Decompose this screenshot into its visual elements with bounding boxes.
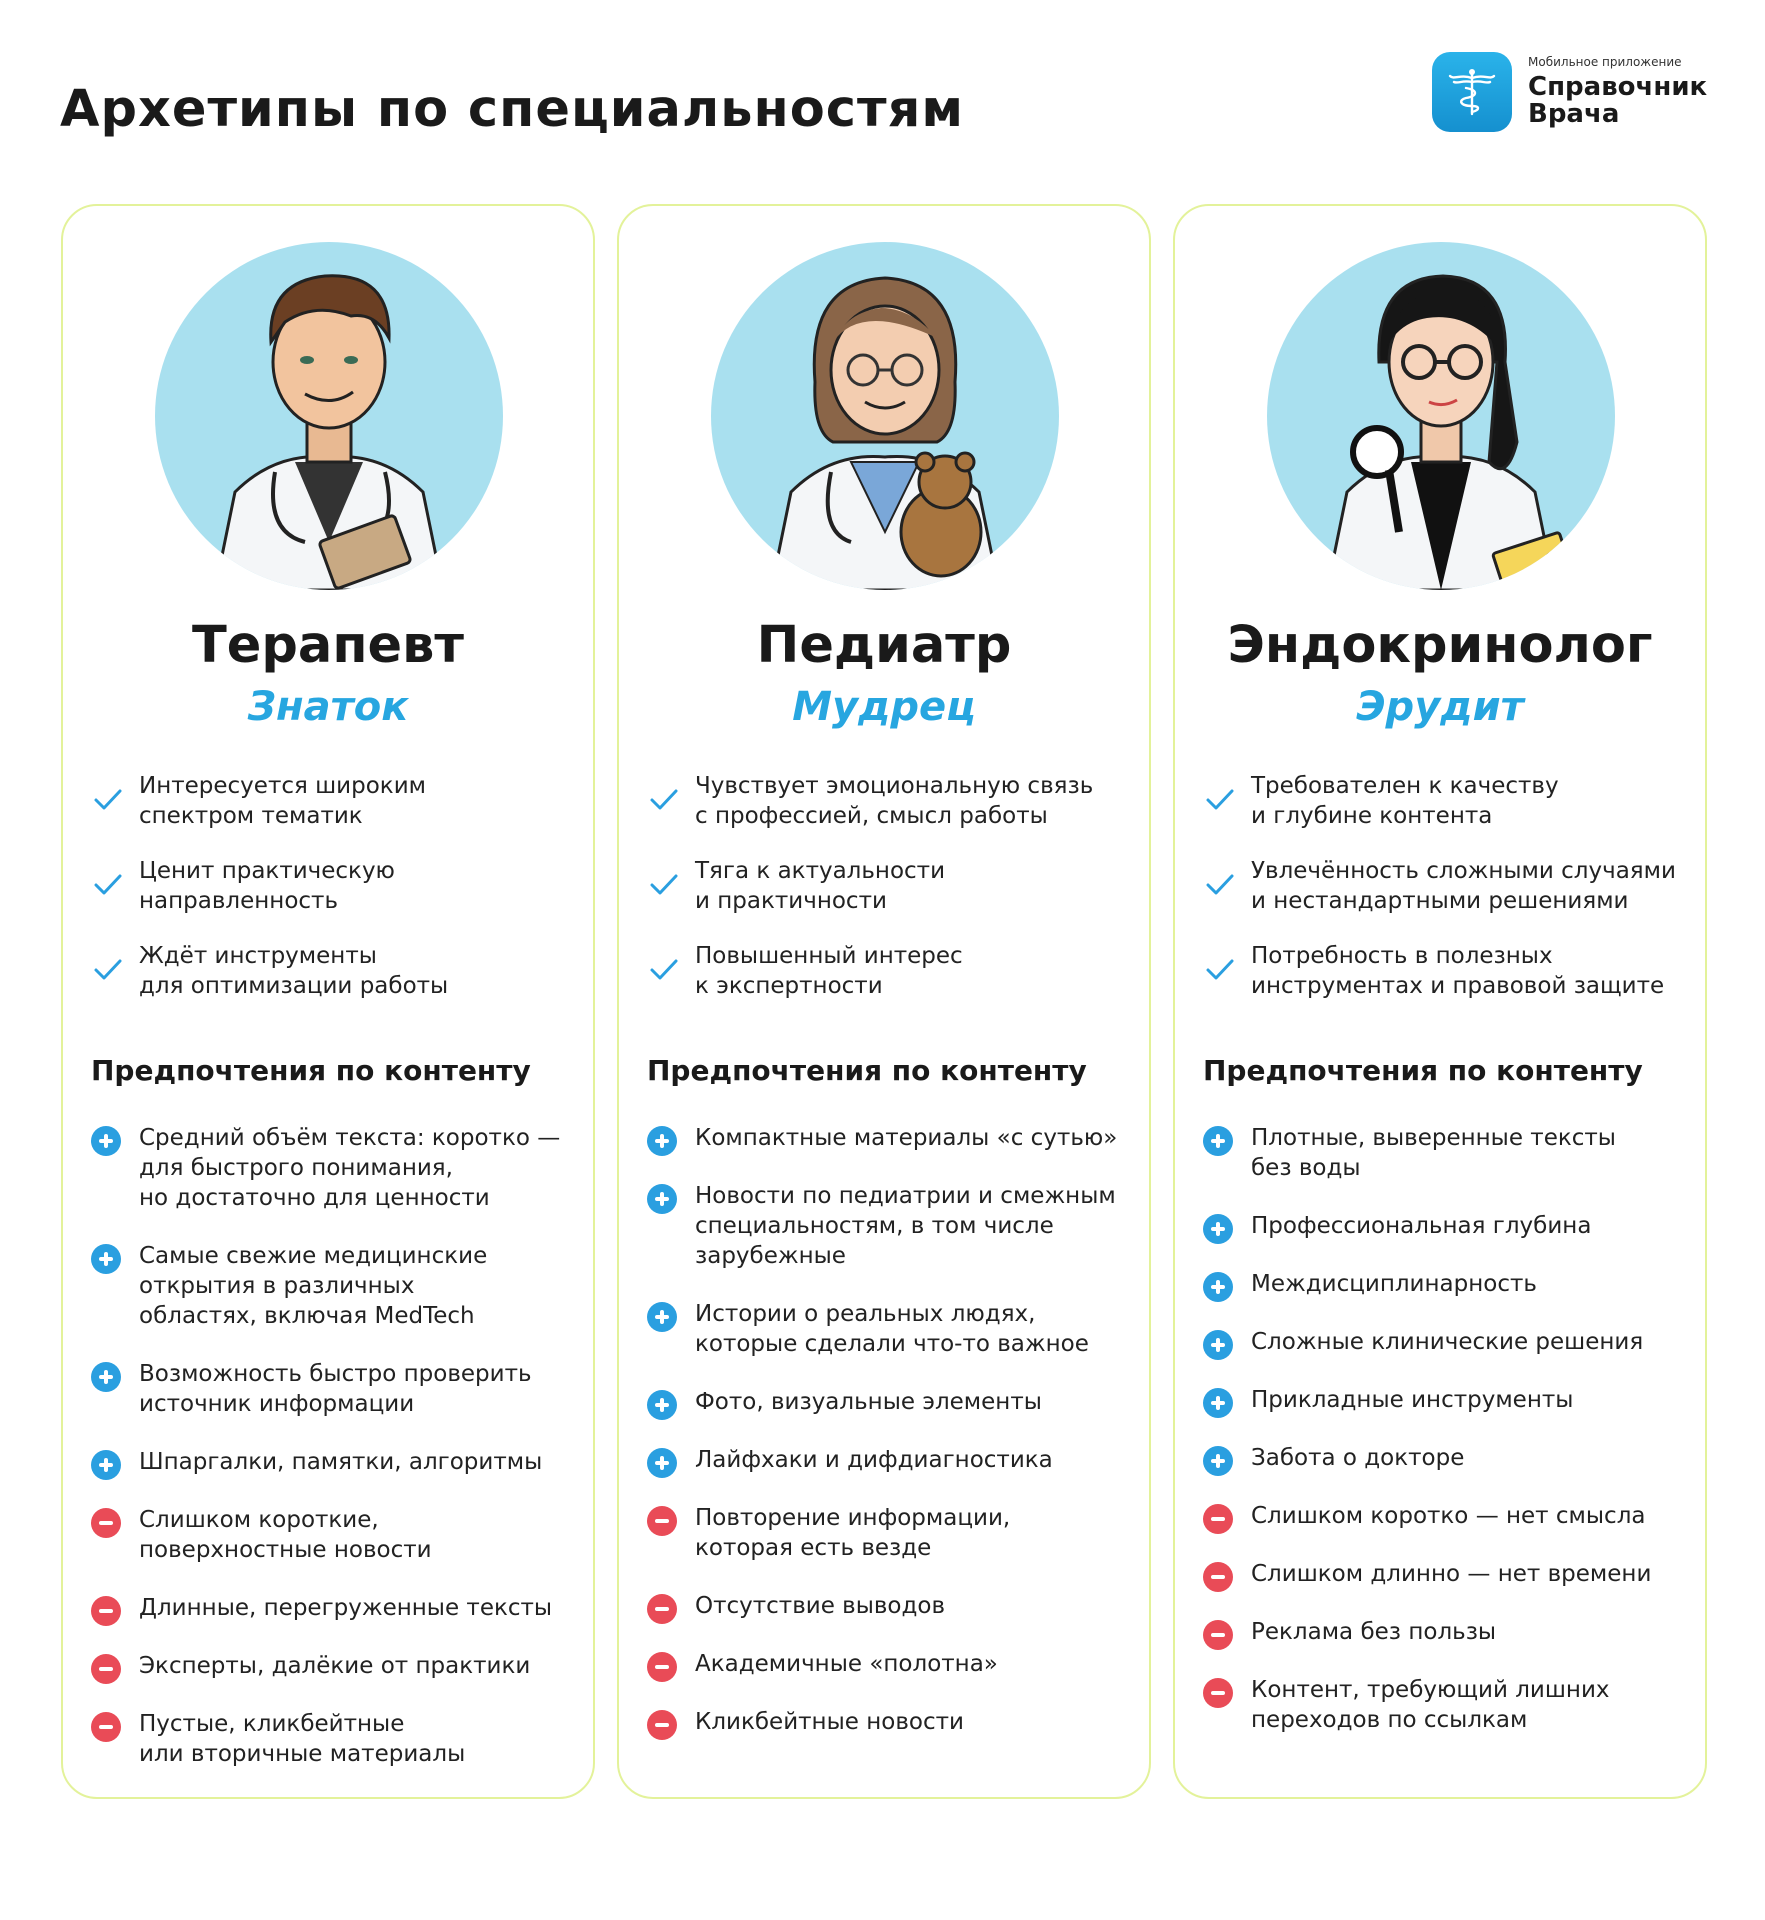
trait-text: Требователен к качеству xyxy=(1251,773,1559,799)
trait-text: и нестандартными решениями xyxy=(1251,888,1629,914)
preference-item-minus xyxy=(91,1709,583,1769)
plus-circle-icon xyxy=(647,1126,677,1156)
check-icon xyxy=(93,785,123,815)
preference-item-plus xyxy=(647,1299,1139,1359)
traits-list xyxy=(1203,771,1693,1026)
archetype-card xyxy=(1173,204,1707,1799)
app-logo[interactable] xyxy=(1432,52,1707,132)
preference-text: Прикладные инструменты xyxy=(1251,1387,1574,1413)
plus-circle-icon xyxy=(1203,1126,1233,1156)
preference-text: Реклама без пользы xyxy=(1251,1619,1497,1645)
content-preferences-heading: Предпочтения по контенту xyxy=(91,1054,531,1087)
caduceus-icon xyxy=(1432,52,1512,132)
preferences-list xyxy=(1203,1123,1695,1763)
preference-text: Слишком длинно — нет времени xyxy=(1251,1561,1652,1587)
preference-text: Слишком короткие, xyxy=(139,1507,379,1533)
preference-text: Слишком коротко — нет смысла xyxy=(1251,1503,1646,1529)
preferences-list xyxy=(647,1123,1139,1765)
preference-item-minus xyxy=(1203,1559,1695,1589)
minus-circle-icon xyxy=(91,1654,121,1684)
preference-text: Возможность быстро проверить xyxy=(139,1361,532,1387)
trait-item xyxy=(1203,856,1693,941)
preference-item-plus xyxy=(647,1387,1139,1417)
preference-text: Сложные клинические решения xyxy=(1251,1329,1644,1355)
preference-item-minus xyxy=(91,1505,583,1565)
preference-text: для быстрого понимания, xyxy=(139,1155,453,1181)
trait-text: с профессией, смысл работы xyxy=(695,803,1048,829)
content-preferences-heading: Предпочтения по контенту xyxy=(647,1054,1087,1087)
logo-title-2: Врача xyxy=(1528,99,1620,129)
preference-text: которые сделали что-то важное xyxy=(695,1331,1089,1357)
preference-text: источник информации xyxy=(139,1391,415,1417)
trait-item xyxy=(91,856,581,941)
minus-circle-icon xyxy=(647,1710,677,1740)
preference-text: Междисциплинарность xyxy=(1251,1271,1537,1297)
preference-text: областях, включая MedTech xyxy=(139,1303,475,1329)
preference-item-plus xyxy=(1203,1443,1695,1473)
trait-text: Повышенный интерес xyxy=(695,943,963,969)
trait-text: Ждёт инструменты xyxy=(139,943,377,969)
plus-circle-icon xyxy=(1203,1446,1233,1476)
specialty-title: Терапевт xyxy=(192,616,464,675)
plus-circle-icon xyxy=(647,1390,677,1420)
preference-item-plus xyxy=(647,1181,1139,1271)
archetype-label: Эрудит xyxy=(1356,684,1524,730)
trait-item xyxy=(647,771,1137,856)
preference-item-plus xyxy=(1203,1211,1695,1241)
content-preferences-heading: Предпочтения по контенту xyxy=(1203,1054,1643,1087)
preference-text: переходов по ссылкам xyxy=(1251,1707,1528,1733)
minus-circle-icon xyxy=(1203,1562,1233,1592)
minus-circle-icon xyxy=(647,1652,677,1682)
trait-text: Увлечённость сложными случаями xyxy=(1251,858,1676,884)
preference-text: Истории о реальных людях, xyxy=(695,1301,1036,1327)
doctor-portrait-image xyxy=(155,242,503,590)
check-icon xyxy=(93,870,123,900)
trait-text: Тяга к актуальности xyxy=(695,858,946,884)
plus-circle-icon xyxy=(1203,1272,1233,1302)
preference-item-minus xyxy=(647,1503,1139,1563)
archetype-label: Знаток xyxy=(247,684,409,730)
preference-text: Пустые, кликбейтные xyxy=(139,1711,405,1737)
check-icon xyxy=(649,785,679,815)
trait-item xyxy=(647,856,1137,941)
minus-circle-icon xyxy=(647,1594,677,1624)
preference-item-plus xyxy=(91,1359,583,1419)
check-icon xyxy=(1205,955,1235,985)
preference-item-plus xyxy=(91,1447,583,1477)
minus-circle-icon xyxy=(1203,1504,1233,1534)
preference-text: Профессиональная глубина xyxy=(1251,1213,1592,1239)
preference-item-plus xyxy=(647,1445,1139,1475)
preference-text: Новости по педиатрии и смежным xyxy=(695,1183,1116,1209)
preference-item-plus xyxy=(1203,1123,1695,1183)
preference-text: Длинные, перегруженные тексты xyxy=(139,1595,553,1621)
trait-item xyxy=(91,941,581,1026)
preference-text: Компактные материалы «с сутью» xyxy=(695,1125,1118,1151)
trait-item xyxy=(91,771,581,856)
preference-text: Контент, требующий лишних xyxy=(1251,1677,1610,1703)
preference-text: Повторение информации, xyxy=(695,1505,1011,1531)
logo-title-1: Справочник xyxy=(1528,71,1708,102)
preference-text: или вторичные материалы xyxy=(139,1741,466,1767)
preference-item-plus xyxy=(1203,1269,1695,1299)
preference-text: Средний объём текста: коротко — xyxy=(139,1125,561,1151)
check-icon xyxy=(649,955,679,985)
preference-text: открытия в различных xyxy=(139,1273,415,1299)
trait-text: Потребность в полезных xyxy=(1251,943,1553,969)
trait-text: Интересуется широким xyxy=(139,773,426,799)
minus-circle-icon xyxy=(1203,1678,1233,1708)
plus-circle-icon xyxy=(91,1362,121,1392)
archetype-card xyxy=(61,204,595,1799)
preference-text: Академичные «полотна» xyxy=(695,1651,998,1677)
preference-text: которая есть везде xyxy=(695,1535,932,1561)
logo-subtitle: Мобильное приложение xyxy=(1528,54,1682,69)
preference-item-minus xyxy=(647,1649,1139,1679)
preference-item-minus xyxy=(1203,1617,1695,1647)
preference-item-minus xyxy=(91,1593,583,1623)
preferences-list xyxy=(91,1123,583,1797)
trait-item xyxy=(1203,941,1693,1026)
plus-circle-icon xyxy=(1203,1388,1233,1418)
minus-circle-icon xyxy=(91,1596,121,1626)
preference-item-minus xyxy=(647,1707,1139,1737)
plus-circle-icon xyxy=(647,1302,677,1332)
preference-text: Забота о докторе xyxy=(1251,1445,1465,1471)
trait-text: инструментах и правовой защите xyxy=(1251,973,1665,999)
plus-circle-icon xyxy=(1203,1214,1233,1244)
preference-text: Лайфхаки и дифдиагностика xyxy=(695,1447,1053,1473)
trait-text: и практичности xyxy=(695,888,887,914)
minus-circle-icon xyxy=(91,1712,121,1742)
plus-circle-icon xyxy=(91,1244,121,1274)
trait-text: к экспертности xyxy=(695,973,883,999)
specialty-title: Педиатр xyxy=(756,616,1012,675)
preference-text: Эксперты, далёкие от практики xyxy=(139,1653,531,1679)
preference-text: зарубежные xyxy=(695,1243,846,1269)
preference-text: Отсутствие выводов xyxy=(695,1593,946,1619)
preference-item-plus xyxy=(1203,1385,1695,1415)
trait-item xyxy=(1203,771,1693,856)
minus-circle-icon xyxy=(91,1508,121,1538)
preference-item-plus xyxy=(91,1241,583,1331)
doctor-portrait-image xyxy=(1267,242,1615,590)
preference-item-plus xyxy=(1203,1327,1695,1357)
preference-text: без воды xyxy=(1251,1155,1361,1181)
preference-item-minus xyxy=(1203,1675,1695,1735)
preference-text: Шпаргалки, памятки, алгоритмы xyxy=(139,1449,543,1475)
check-icon xyxy=(1205,870,1235,900)
check-icon xyxy=(1205,785,1235,815)
preference-text: Плотные, выверенные тексты xyxy=(1251,1125,1616,1151)
minus-circle-icon xyxy=(1203,1620,1233,1650)
preference-text: специальностям, в том числе xyxy=(695,1213,1054,1239)
trait-text: для оптимизации работы xyxy=(139,973,449,999)
trait-text: Ценит практическую xyxy=(139,858,395,884)
preference-text: Кликбейтные новости xyxy=(695,1709,964,1735)
preference-item-plus xyxy=(647,1123,1139,1153)
preference-text: Самые свежие медицинские xyxy=(139,1243,488,1269)
trait-text: направленность xyxy=(139,888,339,914)
page-title: Архетипы по специальностям xyxy=(60,80,965,139)
preference-text: поверхностные новости xyxy=(139,1537,432,1563)
archetype-card xyxy=(617,204,1151,1799)
doctor-portrait-image xyxy=(711,242,1059,590)
check-icon xyxy=(649,870,679,900)
plus-circle-icon xyxy=(91,1450,121,1480)
specialty-title: Эндокринолог xyxy=(1227,616,1653,675)
preference-item-minus xyxy=(1203,1501,1695,1531)
preference-item-plus xyxy=(91,1123,583,1213)
trait-text: и глубине контента xyxy=(1251,803,1493,829)
preference-item-minus xyxy=(91,1651,583,1681)
traits-list xyxy=(647,771,1137,1026)
preference-item-minus xyxy=(647,1591,1139,1621)
trait-text: спектром тематик xyxy=(139,803,363,829)
plus-circle-icon xyxy=(647,1448,677,1478)
trait-item xyxy=(647,941,1137,1026)
check-icon xyxy=(93,955,123,985)
minus-circle-icon xyxy=(647,1506,677,1536)
preference-text: но достаточно для ценности xyxy=(139,1185,490,1211)
plus-circle-icon xyxy=(647,1184,677,1214)
traits-list xyxy=(91,771,581,1026)
plus-circle-icon xyxy=(91,1126,121,1156)
archetype-label: Мудрец xyxy=(792,684,976,730)
trait-text: Чувствует эмоциональную связь xyxy=(695,773,1094,799)
preference-text: Фото, визуальные элементы xyxy=(695,1389,1042,1415)
plus-circle-icon xyxy=(1203,1330,1233,1360)
